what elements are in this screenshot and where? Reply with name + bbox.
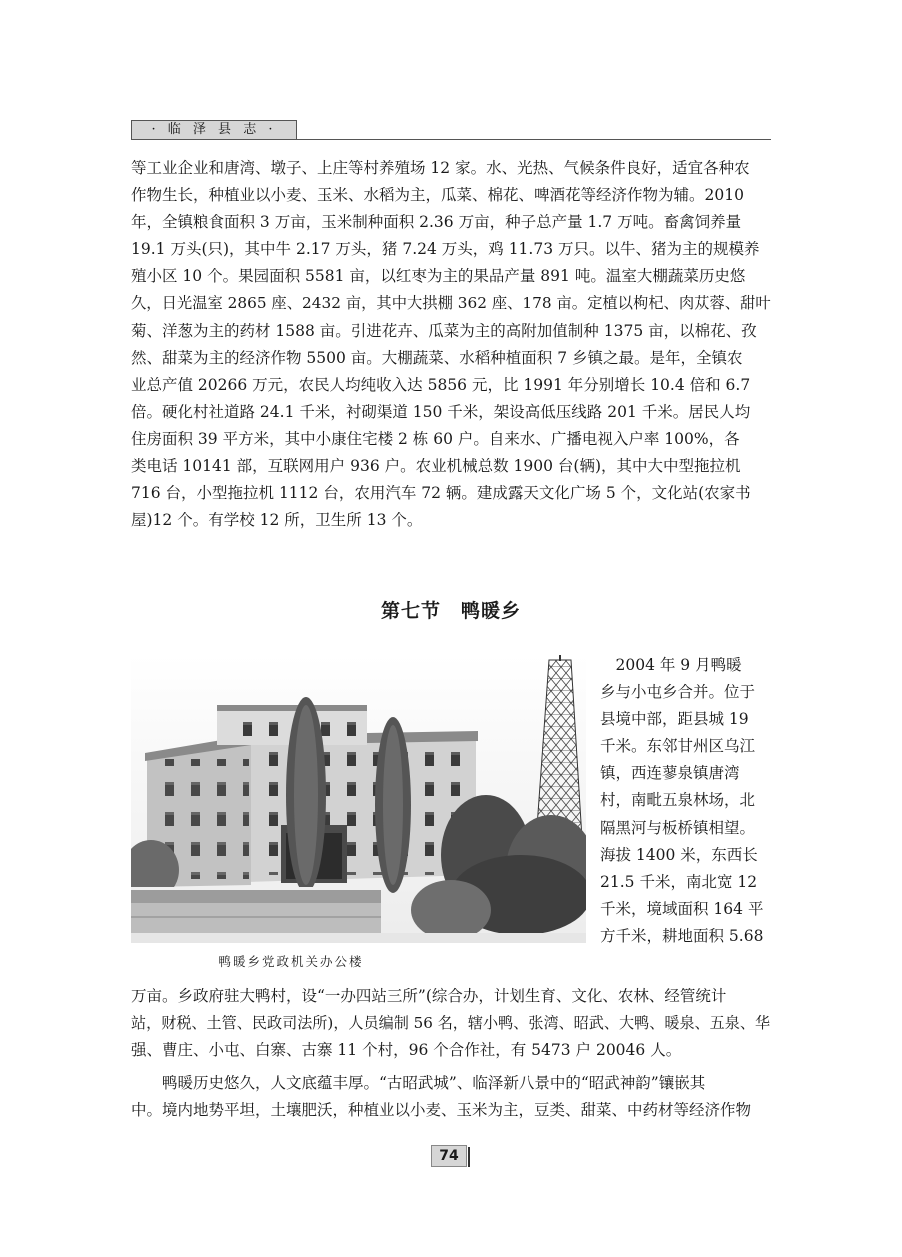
text-line: 海拔 1400 米，东西长 (600, 845, 758, 864)
text-line: 中。境内地势平坦，土壤肥沃，种植业以小麦、玉米为主，豆类、甜菜、中药材等经济作物 (131, 1101, 752, 1120)
paragraph-yanuan-full (131, 983, 771, 1064)
text-line: 隔黑河与板桥镇相望。 (600, 818, 756, 837)
text-line: 716 台，小型拖拉机 1112 台，农用汽车 72 辆。建成露天文化广场 5 个，文化站(农家书 (131, 484, 751, 503)
paragraph-agriculture (131, 155, 771, 534)
header-rule (297, 139, 771, 140)
text-line: 菊、洋葱为主的药材 1588 亩。引进花卉、瓜菜为主的高附加值制种 1375 亩，以棉花、孜 (131, 321, 757, 340)
text-line: 千米，境域面积 164 平 (600, 899, 764, 918)
office-building-photo (131, 655, 586, 943)
text-line: 强、曹庄、小屯、白寨、古寨 11 个村，96 个合作社，有 5473 户 20046 人。 (131, 1041, 682, 1060)
text-line: 2004 年 9 月鸭暖 (600, 656, 742, 674)
text-line: 等工业企业和唐湾、墩子、上庄等村养殖场 12 家。水、光热、气候条件良好，适宜各种农 (131, 159, 750, 177)
text-line: 作物生长，种植业以小麦、玉米、水稻为主，瓜菜、棉花、啤酒花等经济作物为辅。2010 (131, 186, 744, 205)
text-line: 倍。硬化村社道路 24.1 千米，衬砌渠道 150 千米，架设高低压线路 201 千米。居民人均 (131, 402, 751, 421)
text-line: 方千米，耕地面积 5.68 (600, 926, 764, 945)
text-line: 站，财税、土管、民政司法所)，人员编制 56 名，辖小鸭、张湾、昭武、大鸭、暖泉、五泉、华 (131, 1014, 771, 1033)
paragraph-history (131, 1070, 771, 1124)
text-line: 住房面积 39 平方米，其中小康住宅楼 2 栋 60 户。自来水、广播电视入户率 100%，各 (131, 429, 740, 448)
text-line: 21.5 千米，南北宽 12 (600, 872, 758, 891)
header-title: · 临 泽 县 志 · (131, 120, 297, 140)
text-line: 年，全镇粮食面积 3 万亩，玉米制种面积 2.36 万亩，种子总产量 1.7 万吨。畜禽饲养量 (131, 213, 742, 232)
text-line: 类电话 10141 部，互联网用户 936 户。农业机械总数 1900 台(辆)，其中大中型拖拉机 (131, 457, 741, 476)
text-line: 镇，西连蓼泉镇唐湾 (600, 764, 740, 783)
text-line: 乡与小屯乡合并。位于 (600, 683, 756, 702)
photo-illustration (131, 655, 586, 943)
photo-caption: 鸭暖乡党政机关办公楼 (218, 954, 364, 969)
text-line: 千米。东邻甘州区乌江 (600, 737, 756, 756)
text-line: 殖小区 10 个。果园面积 5581 亩，以红枣为主的果品产量 891 吨。温室大棚蔬菜历史悠 (131, 267, 746, 286)
section-title: 第七节 鸭暖乡 (380, 600, 521, 622)
page-number-bar (468, 1147, 470, 1167)
text-line: 鸭暖历史悠久，人文底蕴丰厚。“古昭武城”、临泽新八景中的“昭武神韵”镶嵌其 (131, 1074, 706, 1092)
text-line: 19.1 万头(只)，其中牛 2.17 万头，猪 7.24 万头，鸡 11.73 万只。以牛、猪为主的规模养 (131, 240, 760, 259)
running-header (131, 120, 771, 140)
text-line: 然、甜菜为主的经济作物 5500 亩。大棚蔬菜、水稻种植面积 7 乡镇之最。是年，全镇农 (131, 348, 743, 367)
text-line: 万亩。乡政府驻大鸭村，设“一办四站三所”(综合办，计划生育、文化、农林、经管统计 (131, 987, 727, 1005)
text-line: 县境中部，距县城 19 (600, 710, 749, 729)
paragraph-yanuan-side (600, 652, 772, 950)
text-line: 村，南毗五泉林场，北 (600, 791, 756, 810)
page-number: 74 (431, 1145, 467, 1167)
text-line: 业总产值 20266 万元，农民人均纯收入达 5856 元，比 1991 年分别增长 10.4 倍和 6.7 (131, 375, 751, 394)
text-line: 久，日光温室 2865 座、2432 亩，其中大拱棚 362 座、178 亩。定植以枸杞、肉苁蓉、甜叶 (131, 294, 771, 313)
text-line: 屋)12 个。有学校 12 所，卫生所 13 个。 (131, 511, 423, 530)
